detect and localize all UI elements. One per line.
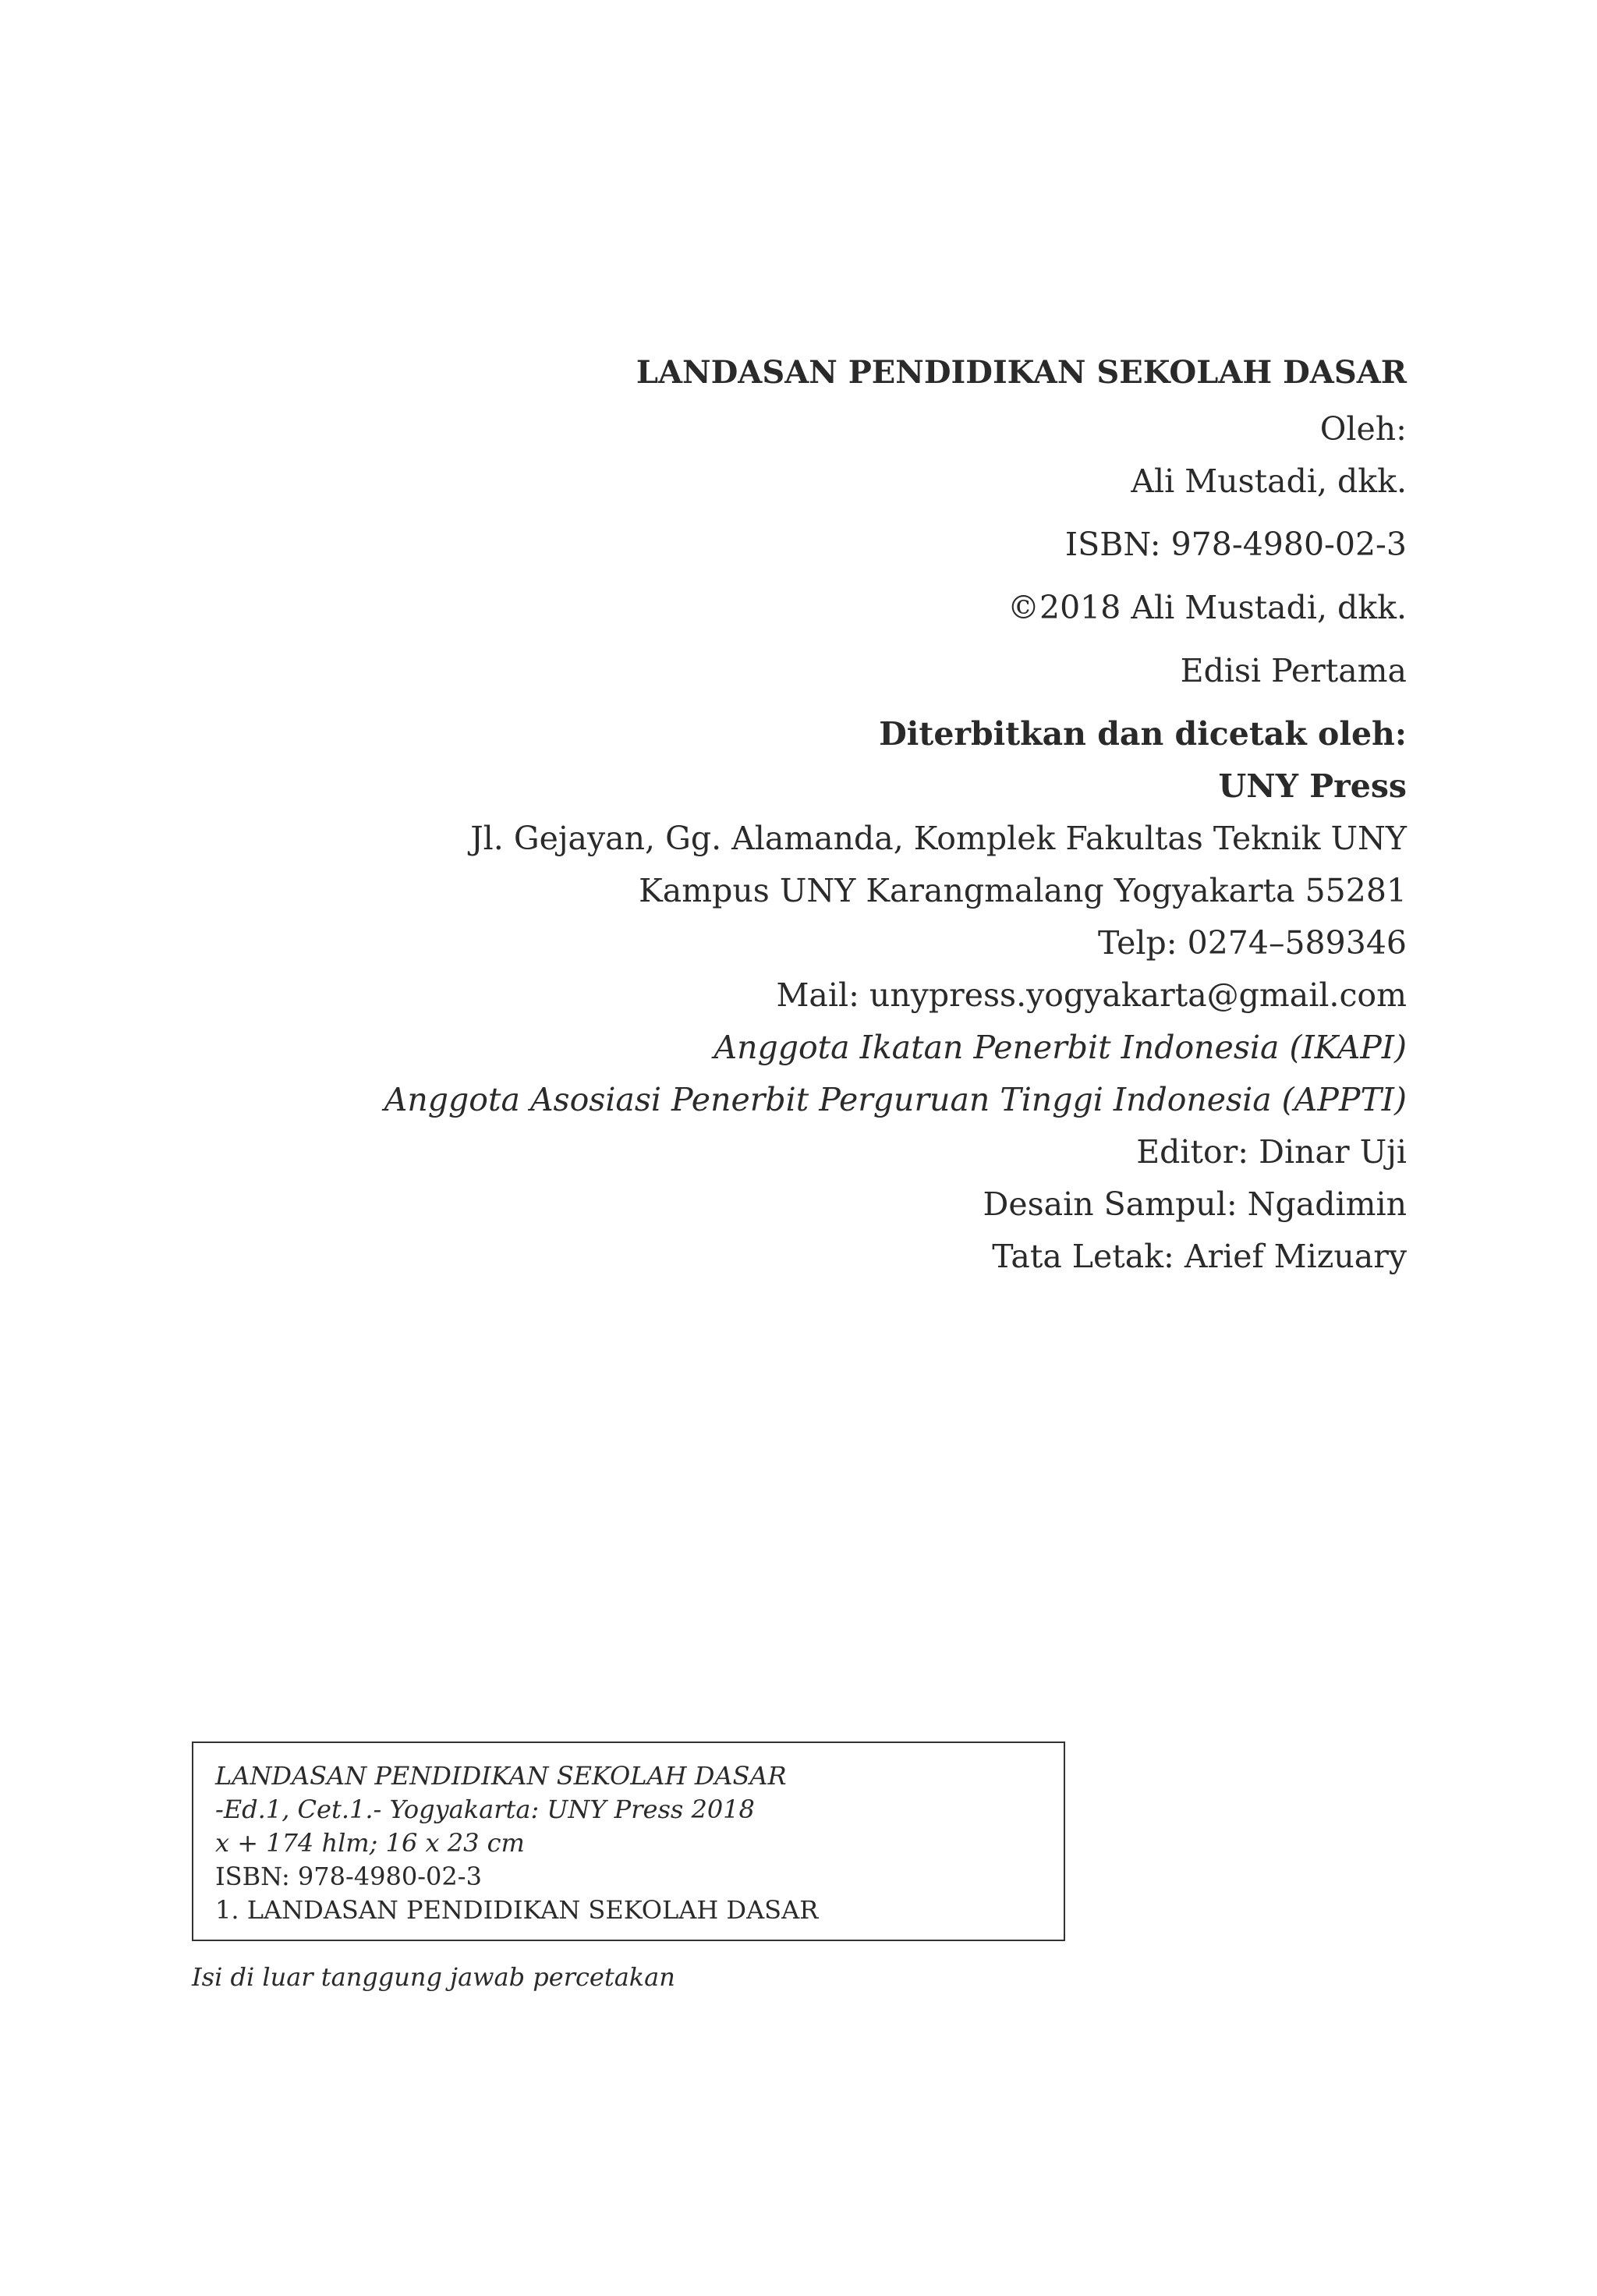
cover-design: Desain Sampul: Ngadimin (983, 1185, 1407, 1223)
cip-isbn: ISBN: 978-4980-02-3 (215, 1862, 482, 1891)
disclaimer: Isi di luar tanggung jawab percetakan (192, 1962, 675, 1992)
cip-subject: 1. LANDASAN PENDIDIKAN SEKOLAH DASAR (215, 1895, 819, 1925)
publisher-label: Diterbitkan dan dicetak oleh: (879, 715, 1407, 753)
author: Ali Mustadi, dkk. (1131, 462, 1407, 500)
by-label: Oleh: (1319, 410, 1407, 448)
mail: Mail: unypress.yogyakarta@gmail.com (776, 976, 1407, 1014)
editor: Editor: Dinar Uji (1136, 1133, 1407, 1171)
address-line-2: Kampus UNY Karangmalang Yogyakarta 55281 (639, 872, 1407, 909)
edition: Edisi Pertama (1180, 652, 1407, 689)
phone: Telp: 0274–589346 (1098, 924, 1407, 962)
member-appti: Anggota Asosiasi Penerbit Perguruan Tinggi Indonesia (APPTI) (384, 1081, 1407, 1118)
book-title: LANDASAN PENDIDIKAN SEKOLAH DASAR (636, 354, 1407, 391)
cip-edition: -Ed.1, Cet.1.- Yogyakarta: UNY Press 2018 (215, 1795, 755, 1824)
layout-credit: Tata Letak: Arief Mizuary (992, 1238, 1407, 1275)
address-line-1: Jl. Gejayan, Gg. Alamanda, Komplek Fakultas Teknik UNY (470, 820, 1407, 857)
imprint-block (237, 354, 1407, 1275)
isbn: ISBN: 978-4980-02-3 (1064, 526, 1407, 563)
cip-box (192, 1741, 1065, 1941)
member-ikapi: Anggota Ikatan Penerbit Indonesia (IKAPI) (714, 1029, 1407, 1066)
copyright: ©2018 Ali Mustadi, dkk. (1007, 589, 1407, 626)
cip-title: LANDASAN PENDIDIKAN SEKOLAH DASAR (215, 1761, 787, 1791)
publisher-name: UNY Press (1218, 767, 1407, 805)
cip-pages: x + 174 hlm; 16 x 23 cm (215, 1828, 525, 1858)
